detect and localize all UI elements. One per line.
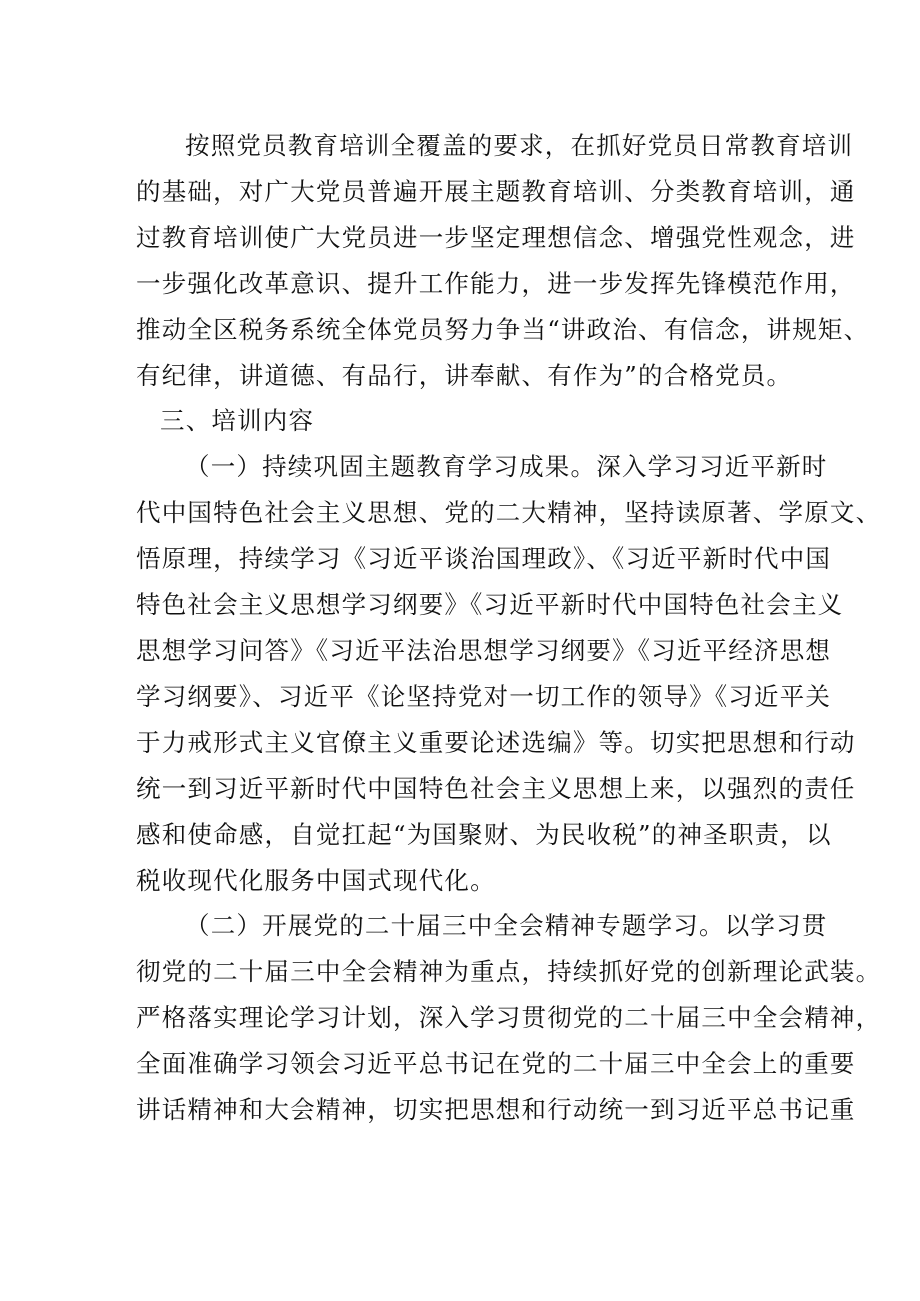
text-line: 一步强化改革意识、提升工作能力，进一步发挥先锋模范作用，: [136, 268, 856, 298]
section-heading-training-content: [136, 398, 791, 444]
section-heading-text: 三、培训内容: [160, 406, 315, 436]
text-line: 特色社会主义思想学习纲要》《习近平新时代中国特色社会主义: [136, 590, 844, 620]
text-line: 代中国特色社会主义思想、党的二大精神，坚持读原著、学原文、: [136, 498, 882, 528]
text-line: （一）持续巩固主题教育学习成果。深入学习习近平新时: [185, 452, 828, 482]
text-line: 税收现代化服务中国式现代化。: [136, 865, 496, 895]
document-body: [136, 123, 882, 1133]
text-line: 讲话精神和大会精神，切实把思想和行动统一到习近平总书记重: [136, 1095, 856, 1125]
text-line: 感和使命感，自觉扛起“为国聚财、为民收税”的神圣职责，以: [136, 819, 832, 849]
text-line: 的基础，对广大党员普遍开展主题教育培训、分类教育培训，通: [136, 176, 856, 206]
text-line: 推动全区税务系统全体党员努力争当“讲政治、有信念，讲规矩、: [136, 314, 870, 344]
text-line: 有纪律，讲道德、有品行，讲奉献、有作为”的合格党员。: [136, 360, 793, 390]
text-line: 于力戒形式主义官僚主义重要论述选编》等。切实把思想和行动: [136, 727, 856, 757]
text-line: 全面准确学习领会习近平总书记在党的二十届三中全会上的重要: [136, 1049, 856, 1079]
text-line: 彻党的二十届三中全会精神为重点，持续抓好党的创新理论武装。: [136, 957, 882, 987]
paragraph-theme-education: [136, 444, 882, 903]
text-line: 悟原理，持续学习《习近平谈治国理政》、《习近平新时代中国: [136, 544, 832, 574]
paragraph-plenum-study: [136, 903, 882, 1133]
text-line: 过教育培训使广大党员进一步坚定理想信念、增强党性观念，进: [136, 222, 856, 252]
text-line: 严格落实理论学习计划，深入学习贯彻党的二十届三中全会精神，: [136, 1003, 882, 1033]
paragraph-education-coverage: [136, 123, 870, 398]
text-line: 统一到习近平新时代中国特色社会主义思想上来，以强烈的责任: [136, 773, 856, 803]
text-line: 思想学习问答》《习近平法治思想学习纲要》《习近平经济思想: [136, 635, 832, 665]
text-line: 学习纲要》、习近平《论坚持党对一切工作的领导》《习近平关: [136, 681, 832, 711]
text-line: （二）开展党的二十届三中全会精神专题学习。以学习贯: [185, 911, 828, 941]
text-line: 按照党员教育培训全覆盖的要求，在抓好党员日常教育培训: [185, 131, 854, 160]
